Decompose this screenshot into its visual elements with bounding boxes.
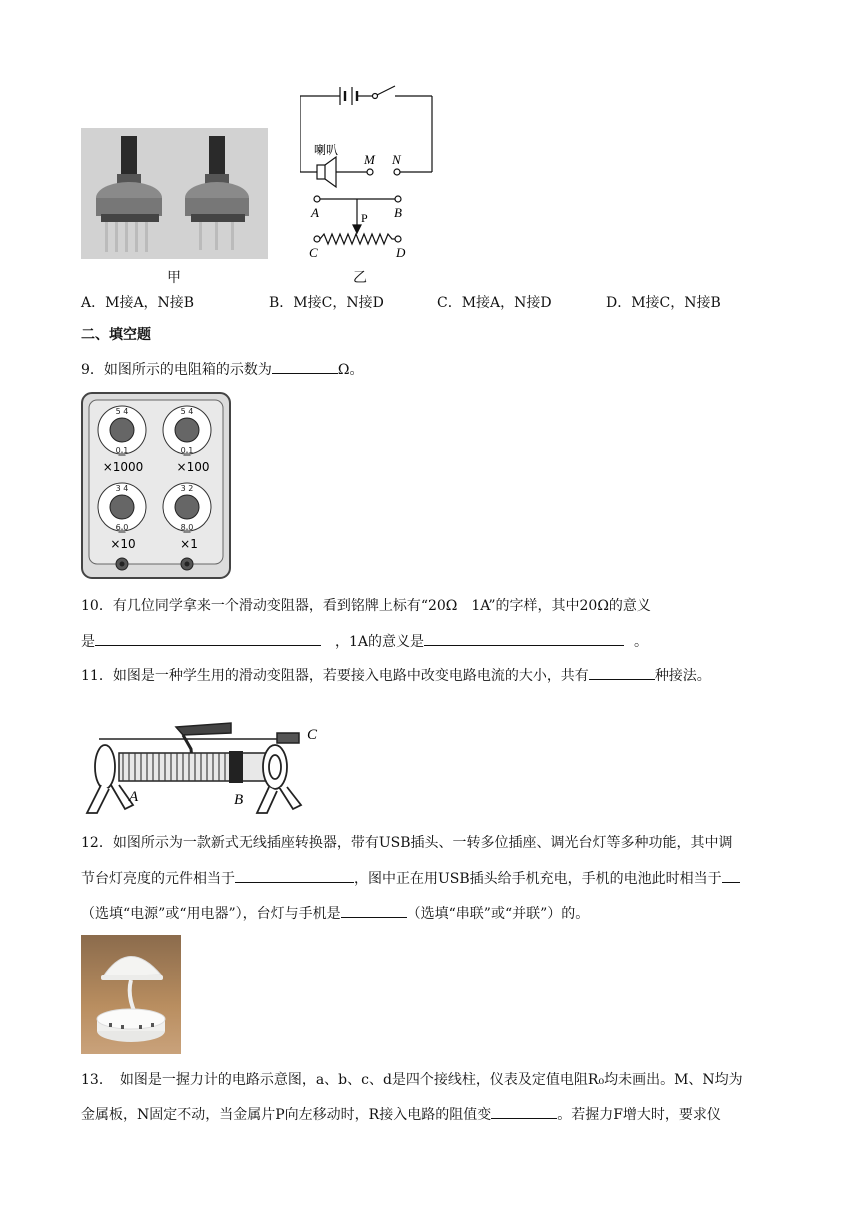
q10-answer-blank-1 <box>95 631 321 646</box>
label-a: A <box>311 205 319 220</box>
label-n: N <box>392 152 401 167</box>
label-c: C <box>309 245 318 260</box>
question-10-line-2 <box>81 631 648 652</box>
svg-text:3 2: 3 2 <box>180 484 194 493</box>
label-p: P <box>361 211 368 225</box>
q12-answer-blank-1 <box>235 868 354 883</box>
question-12-line-1: 12．如图所示为一款新式无线插座转换器，带有USB插头、一转多位插座、调光台灯等多种功能，其中调 <box>81 835 733 851</box>
slide-rheostat-figure <box>81 713 326 818</box>
q12-answer-blank-3 <box>341 903 407 918</box>
option-d: D．M接C，N接B <box>606 295 721 311</box>
section-title: 二、填空题 <box>81 327 151 343</box>
dial-label-1: ×1 <box>180 537 198 551</box>
question-13-line-1: 13． 如图是一握力计的电路示意图，a、b、c、d是四个接线柱，仪表及定值电阻R₀均未画出。M、N均为 <box>81 1072 743 1088</box>
rheostat-label-c: C <box>307 727 318 743</box>
q12-text-b: ，图中正在用USB插头给手机充电，手机的电池此时相当于 <box>354 871 722 887</box>
figure-caption-yi: 乙 <box>353 270 367 286</box>
question-12-line-2 <box>81 868 740 889</box>
svg-text:0 1: 0 1 <box>180 446 194 455</box>
q10-answer-blank-2 <box>424 631 624 646</box>
dial-label-10: ×10 <box>110 537 136 551</box>
label-m: M <box>364 152 375 167</box>
q10-text-b: ，1A的意义是 <box>335 634 425 650</box>
q11-text-end: 种接法。 <box>654 668 711 684</box>
svg-text:5 4: 5 4 <box>180 407 194 416</box>
option-c: C．M接A，N接D <box>437 295 552 311</box>
svg-text:5 4: 5 4 <box>115 407 129 416</box>
rheostat-label-a: A <box>129 789 139 805</box>
dial-label-100: ×100 <box>176 460 210 474</box>
svg-text:3 4: 3 4 <box>115 484 129 493</box>
q13-answer-blank <box>491 1104 557 1119</box>
resistance-box-figure <box>81 392 231 579</box>
q12-text-d: （选填“串联”或“并联”）的。 <box>406 906 590 922</box>
wireless-socket-lamp-photo <box>81 935 181 1054</box>
q10-text-a: 是 <box>81 634 95 650</box>
q12-answer-blank-2 <box>722 868 740 883</box>
q11-answer-blank <box>589 665 655 680</box>
speaker-circuit-diagram <box>300 82 440 260</box>
question-11 <box>81 665 711 686</box>
q12-text-a: 节台灯亮度的元件相当于 <box>81 871 235 887</box>
q13-text-a: 金属板，N固定不动，当金属片P向左移动时，R接入电路的阻值变 <box>81 1107 492 1123</box>
svg-text:8 0: 8 0 <box>180 523 194 532</box>
q13-text-b: 。若握力F增大时，要求仪 <box>557 1107 721 1123</box>
q9-text: 9．如图所示的电阻箱的示数为 <box>81 362 272 378</box>
label-b: B <box>394 205 402 220</box>
question-10-line-1: 10．有几位同学拿来一个滑动变阻器，看到铭牌上标有“20Ω 1A”的字样，其中20Ω的意义 <box>81 598 651 614</box>
q9-unit: Ω。 <box>337 362 364 378</box>
dial-label-1000: ×1000 <box>102 460 144 474</box>
question-13-line-2 <box>81 1104 721 1125</box>
option-b: B．M接C，N接D <box>269 295 384 311</box>
svg-text:6 0: 6 0 <box>115 523 129 532</box>
question-9 <box>81 359 364 380</box>
potentiometer-photo <box>81 128 268 259</box>
q11-text: 11．如图是一种学生用的滑动变阻器，若要接入电路中改变电路电流的大小，共有 <box>81 668 589 684</box>
label-d: D <box>396 245 406 260</box>
q12-text-c: （选填“电源”或“用电器”），台灯与手机是 <box>81 906 341 922</box>
q9-answer-blank <box>272 359 338 374</box>
question-12-line-3 <box>81 903 589 924</box>
svg-text:0 1: 0 1 <box>115 446 129 455</box>
figure-caption-jia: 甲 <box>167 270 181 286</box>
label-speaker: 喇叭 <box>314 143 339 157</box>
rheostat-label-b: B <box>234 792 244 808</box>
option-a: A．M接A，N接B <box>81 295 195 311</box>
q10-text-c: 。 <box>634 634 649 650</box>
